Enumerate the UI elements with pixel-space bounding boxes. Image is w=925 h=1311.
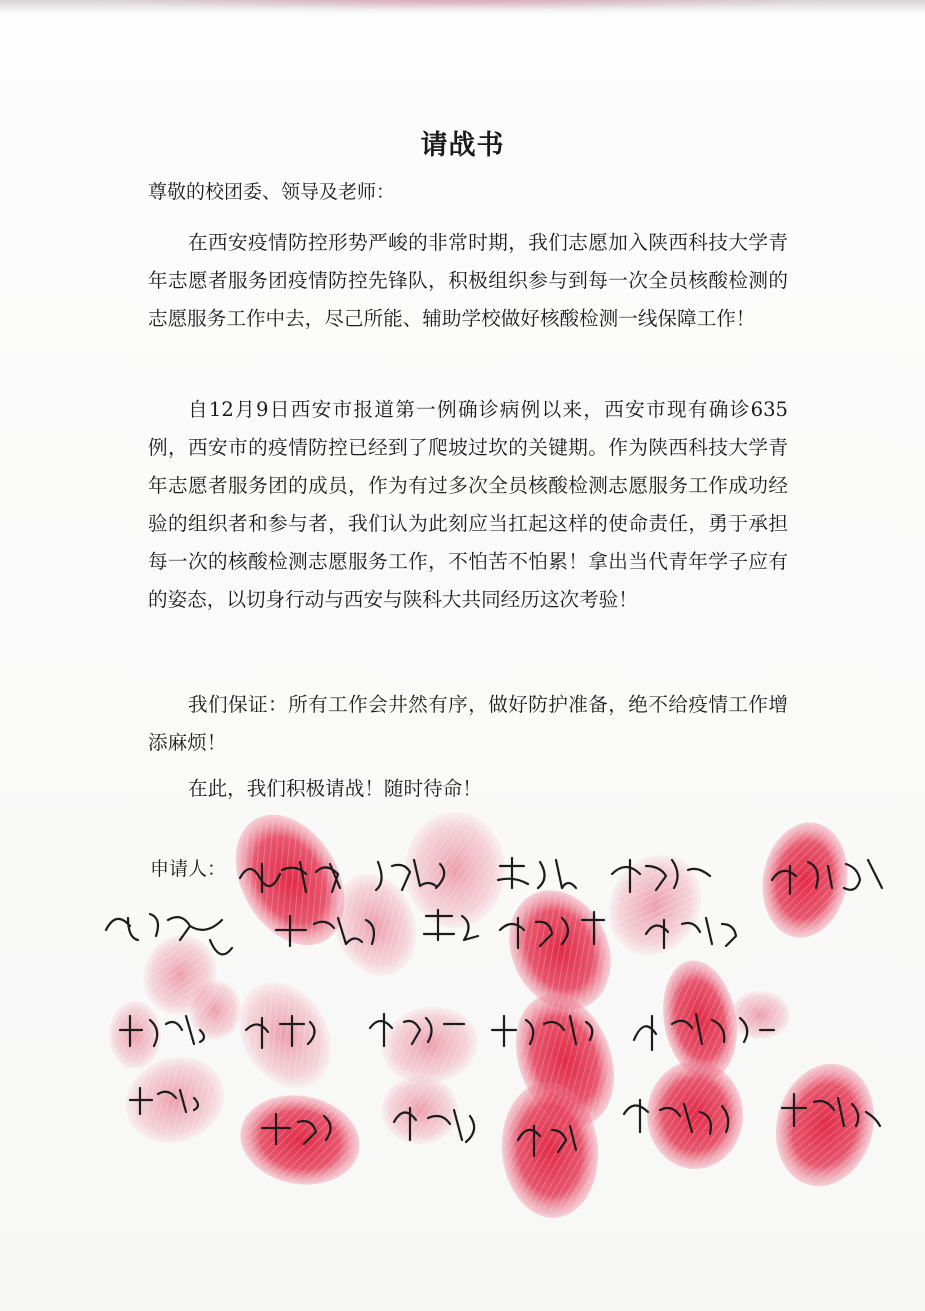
document-title: 请战书 — [420, 130, 505, 161]
fingerprint-ridges — [192, 983, 239, 1037]
paragraph-2: 自12月9日西安市报道第一例确诊病例以来，西安市现有确诊635例，西安市的疫情防控已经到了爬坡过坎的关键期。作为陕西科技大学青年志愿者服务团的成员，作为有过多次全员核酸检测志愿服务工作成功经验的组织者和参与者，我们认为此刻应当扛起这样的使命责任，勇于承担每一次的核酸检测志愿服务工作，不怕苦不怕累！拿出当代青年学子应有的姿态，以切身行动与西安与陕科大共同经历这次考验！ — [148, 398, 788, 611]
paragraph-1: 在西安疫情防控形势严峻的非常时期，我们志愿加入陕西科技大学青年志愿者服务团疫情防控先锋队，积极组织参与到每一次全员核酸检测的志愿服务工作中去，尽己所能、辅助学校做好核酸检测一线保障工作！ — [148, 231, 788, 330]
paragraph-3: 我们保证：所有工作会井然有序，做好防护准备，绝不给疫情工作增添麻烦！ — [148, 693, 788, 754]
fingerprint-ridges — [112, 1004, 159, 1065]
salutation: 尊敬的校团委、领导及老师： — [148, 181, 396, 203]
applicant-label: 申请人： — [150, 858, 227, 880]
fingerprint-ridges — [410, 818, 500, 922]
fingerprint-ridges — [652, 1066, 738, 1163]
paragraph-4: 在此，我们积极请战！随时待命！ — [188, 777, 482, 800]
handwritten-signature — [498, 858, 576, 888]
fingerprint-ridges — [597, 845, 712, 966]
fingerprint-ridges — [386, 1079, 454, 1140]
fingerprint-ridges — [769, 1060, 881, 1190]
